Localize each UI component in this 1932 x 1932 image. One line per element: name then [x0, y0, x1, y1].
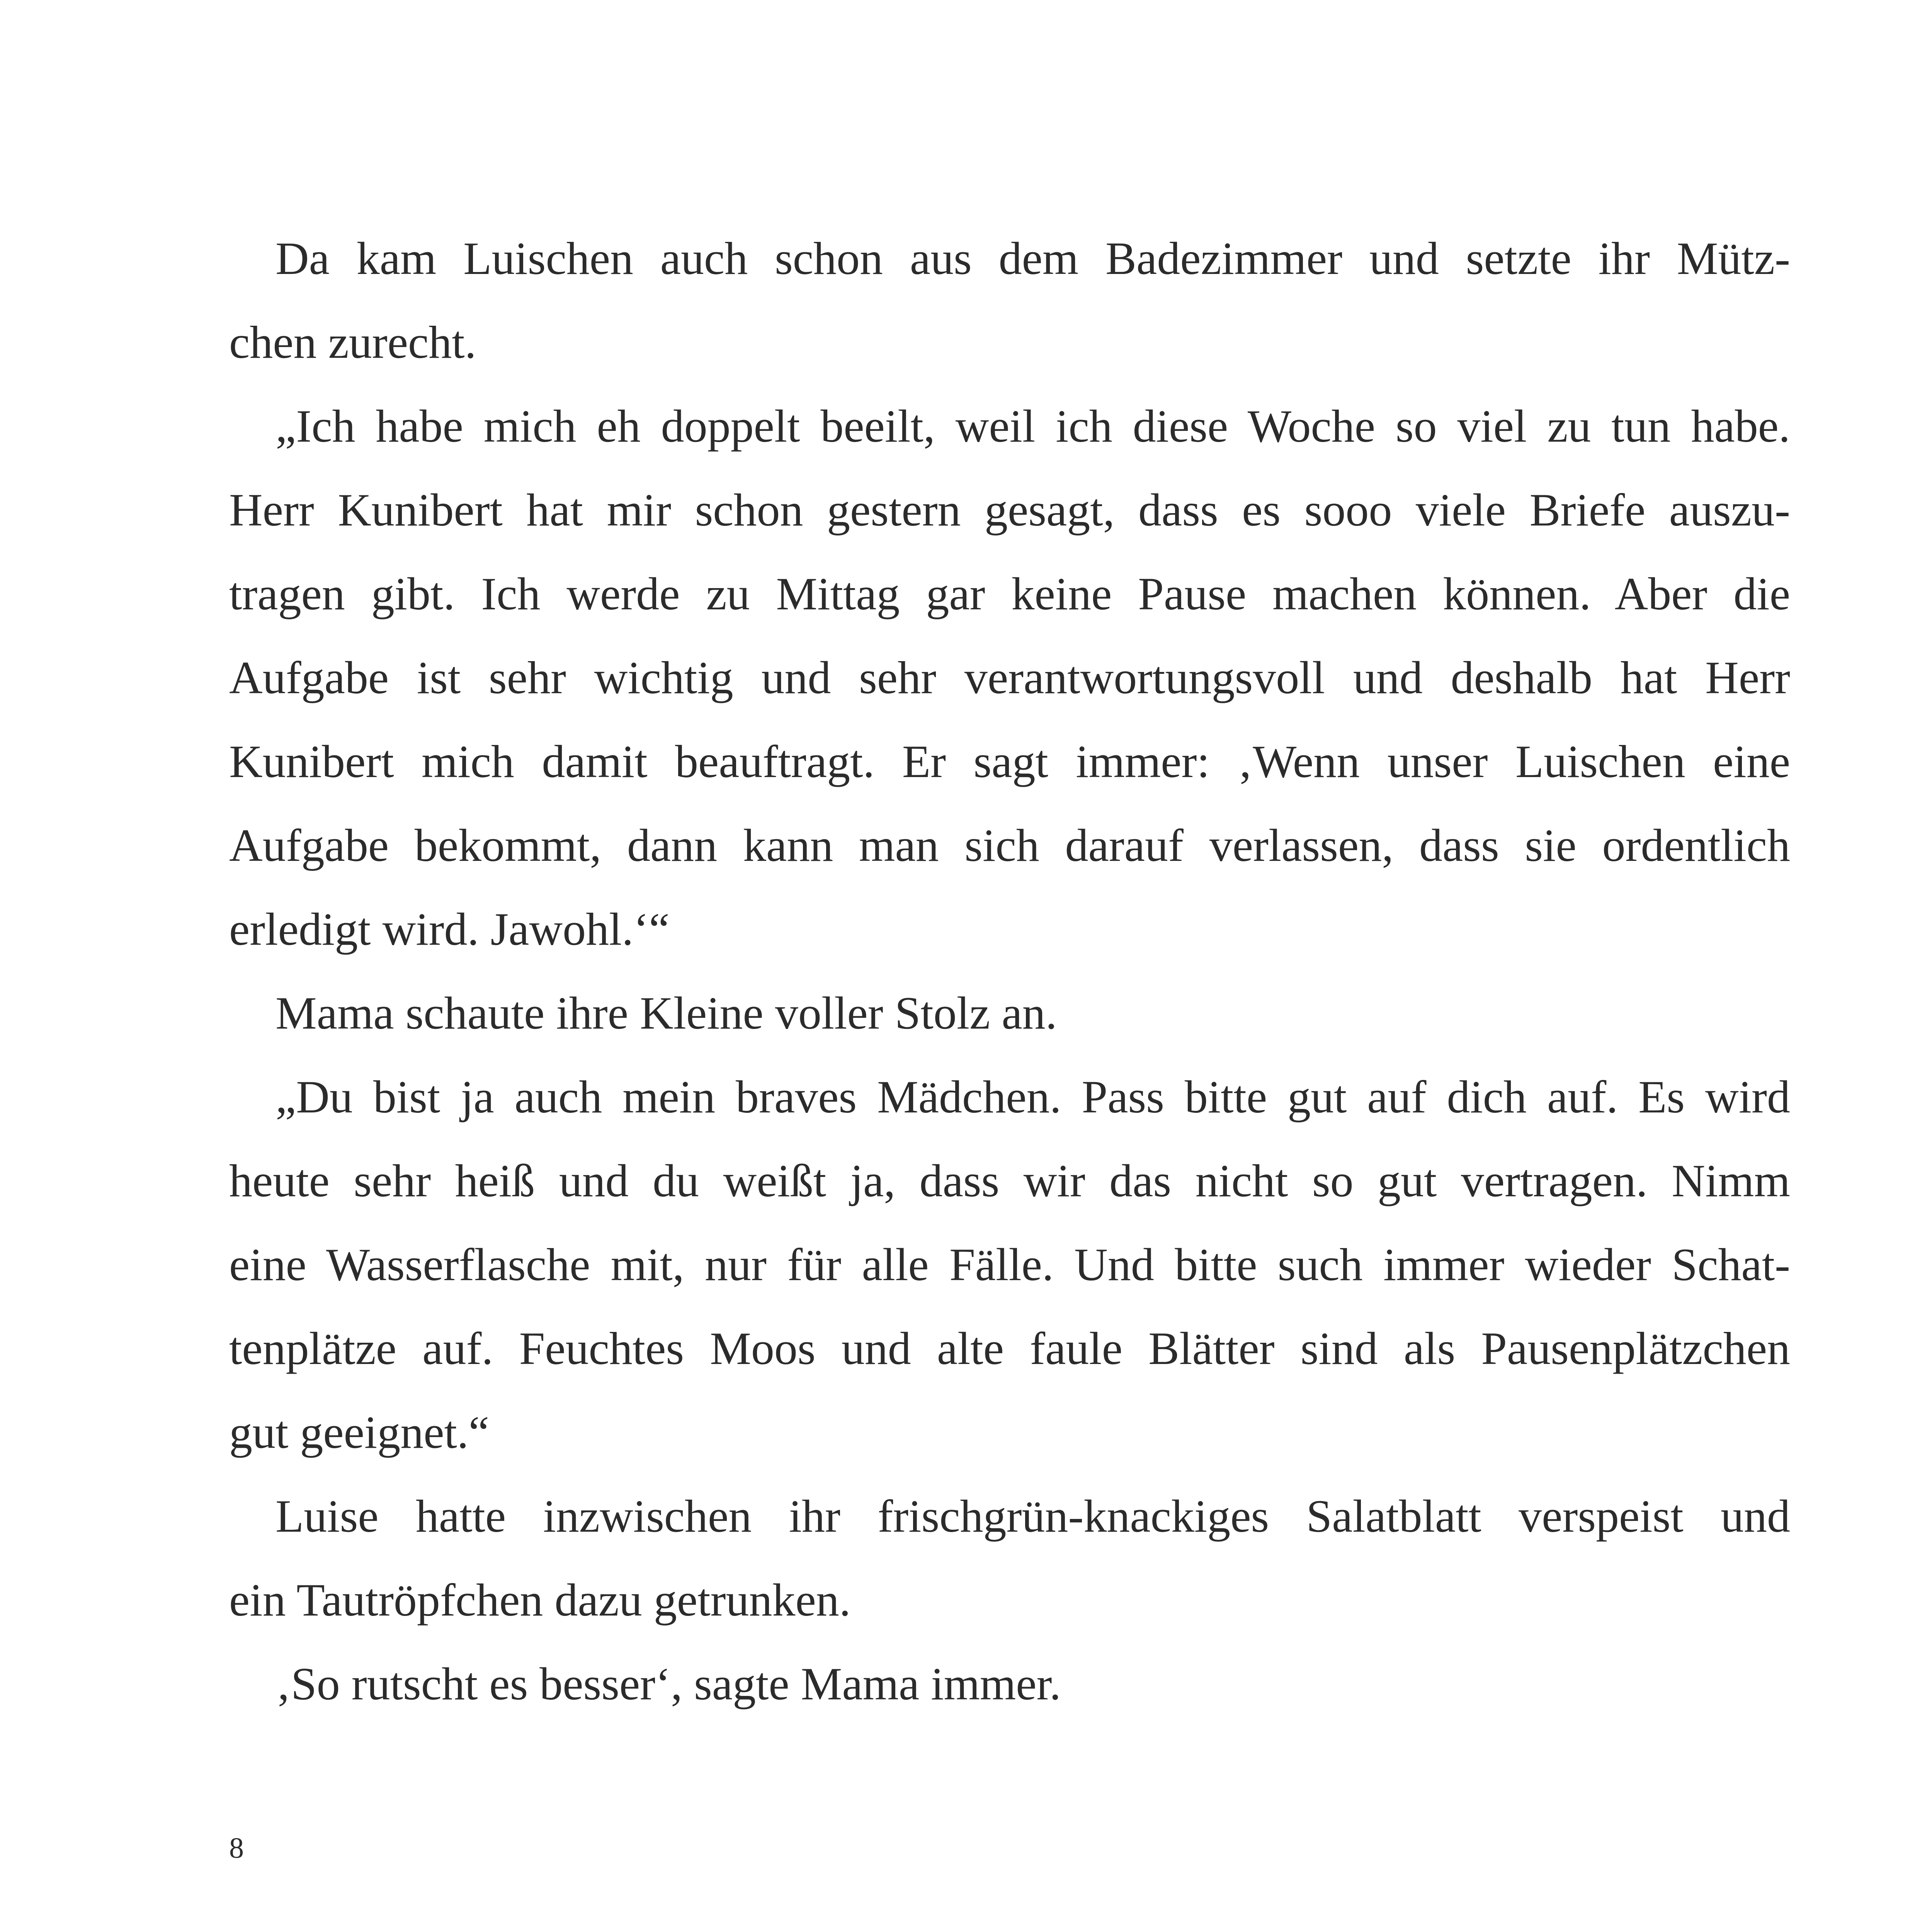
text-line: Luise hatte inzwischen ihr frischgrün-knackiges Salatblatt verspeist und [276, 1490, 1790, 1542]
paragraph [229, 1055, 1790, 1474]
paragraph [229, 216, 1790, 384]
text-line: „Ich habe mich eh doppelt beeilt, weil ich diese Woche so viel zu tun habe. [276, 400, 1790, 452]
text-line: ‚So rutscht es besser‘, sagte Mama immer. [276, 1658, 1061, 1709]
body-text [229, 216, 1790, 1726]
text-line: tragen gibt. Ich werde zu Mittag gar keine Pause machen können. Aber die [229, 568, 1790, 619]
text-line: heute sehr heiß und du weißt ja, dass wir das nicht so gut vertragen. Nimm [229, 1155, 1790, 1206]
paragraph [229, 384, 1790, 971]
paragraph [229, 971, 1790, 1055]
text-line: „Du bist ja auch mein braves Mädchen. Pass bitte gut auf dich auf. Es wird [276, 1071, 1790, 1122]
text-line: Aufgabe bekommt, dann kann man sich darauf verlassen, dass sie ordentlich [229, 820, 1790, 871]
text-line: eine Wasserflasche mit, nur für alle Fälle. Und bitte such immer wieder Schat- [229, 1239, 1790, 1290]
text-line: erledigt wird. Jawohl.‘“ [229, 903, 670, 955]
text-line: gut geeignet.“ [229, 1406, 490, 1458]
text-line: Kunibert mich damit beauftragt. Er sagt immer: ‚Wenn unser Luischen eine [229, 736, 1790, 787]
text-line: Herr Kunibert hat mir schon gestern gesagt, dass es sooo viele Briefe auszu- [229, 484, 1790, 536]
paragraph [229, 1642, 1790, 1726]
text-line: Da kam Luischen auch schon aus dem Badezimmer und setzte ihr Mütz- [276, 233, 1790, 284]
text-line: Mama schaute ihre Kleine voller Stolz an. [276, 987, 1057, 1039]
text-line: ein Tautröpfchen dazu getrunken. [229, 1574, 851, 1626]
page-number: 8 [229, 1832, 244, 1864]
text-line: Aufgabe ist sehr wichtig und sehr verantwortungsvoll und deshalb hat Herr [229, 652, 1790, 703]
paragraph [229, 1474, 1790, 1642]
text-line: chen zurecht. [229, 316, 476, 368]
text-line: tenplätze auf. Feuchtes Moos und alte faule Blätter sind als Pausenplätzchen [229, 1323, 1790, 1374]
